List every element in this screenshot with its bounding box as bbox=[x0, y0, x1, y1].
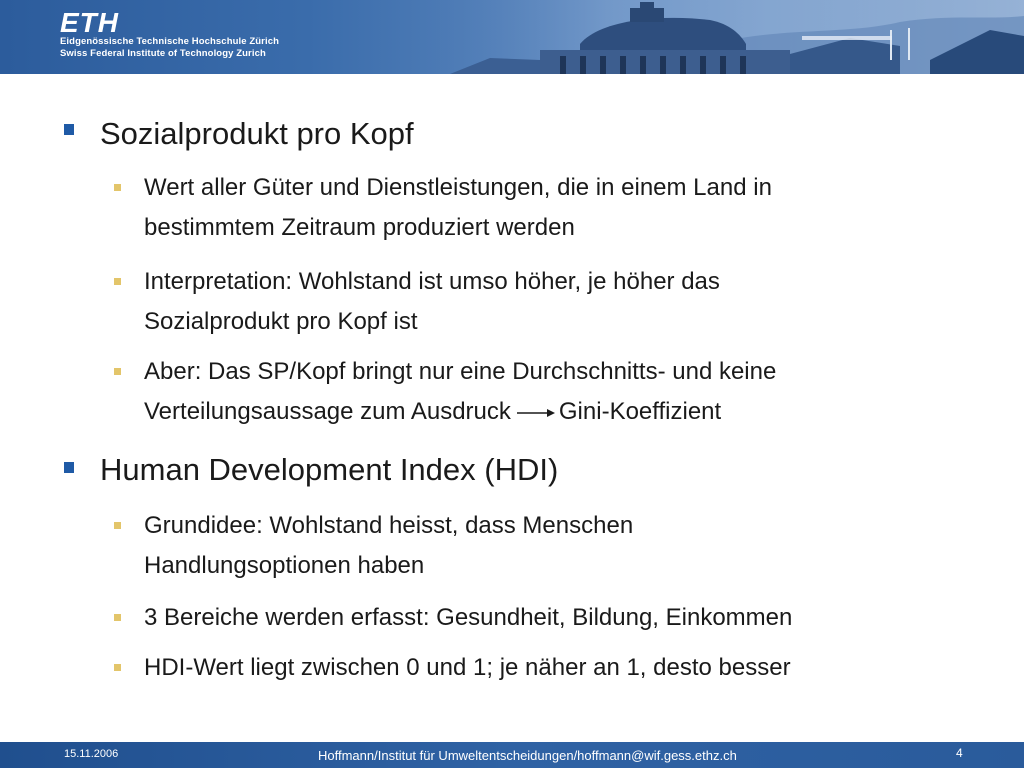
bullet-text-line: Interpretation: Wohlstand ist umso höher, je höher das bbox=[144, 268, 720, 295]
bullet-text-line: 3 Bereiche werden erfasst: Gesundheit, Bildung, Einkommen bbox=[144, 604, 793, 631]
institution-name-de: Eidgenössische Technische Hochschule Zürich bbox=[60, 36, 279, 47]
bullet-text-line: HDI-Wert liegt zwischen 0 und 1; je näher an 1, desto besser bbox=[144, 654, 791, 681]
slide-page-number: 4 bbox=[956, 746, 963, 760]
bullet-text-segment: Gini-Koeffizient bbox=[558, 398, 722, 425]
bullet-item-grundidee bbox=[144, 506, 944, 586]
bullet-text-line: Handlungsoptionen haben bbox=[144, 552, 425, 579]
bullet-text-line: bestimmtem Zeitraum produziert werden bbox=[144, 214, 575, 241]
square-bullet-icon bbox=[64, 462, 74, 473]
bullet-item-wert bbox=[144, 168, 944, 248]
square-bullet-icon bbox=[64, 124, 74, 135]
bullet-heading-hdi: Human Development Index (HDI) bbox=[100, 452, 559, 487]
bullet-heading-sozialprodukt: Sozialprodukt pro Kopf bbox=[100, 116, 414, 151]
bullet-text-line: Wert aller Güter und Dienstleistungen, die in einem Land in bbox=[144, 174, 772, 201]
bullet-item-aber bbox=[144, 352, 944, 432]
eth-logo-text: ETH bbox=[60, 7, 119, 38]
institution-name-en: Swiss Federal Institute of Technology Zurich bbox=[60, 48, 266, 59]
bullet-item-hdi-wert bbox=[144, 648, 944, 688]
footer-author-email: Hoffmann/Institut für Umweltentscheidungen/hoffmann@wif.gess.ethz.ch bbox=[318, 748, 737, 763]
bullet-item-bereiche bbox=[144, 598, 944, 638]
square-bullet-icon bbox=[114, 368, 121, 375]
bullet-text-line-with-arrow bbox=[144, 392, 944, 432]
bullet-text-line: Sozialprodukt pro Kopf ist bbox=[144, 308, 418, 335]
square-bullet-icon bbox=[114, 664, 121, 671]
square-bullet-icon bbox=[114, 278, 121, 285]
square-bullet-icon bbox=[114, 184, 121, 191]
arrow-right-icon bbox=[517, 407, 555, 419]
square-bullet-icon bbox=[114, 522, 121, 529]
square-bullet-icon bbox=[114, 614, 121, 621]
footer-date: 15.11.2006 bbox=[64, 748, 119, 760]
bullet-text-segment: Verteilungsaussage zum Ausdruck bbox=[144, 398, 511, 425]
bullet-item-interpretation bbox=[144, 262, 944, 342]
bullet-text-line: Grundidee: Wohlstand heisst, dass Menschen bbox=[144, 512, 634, 539]
bullet-text-line: Aber: Das SP/Kopf bringt nur eine Durchschnitts- und keine bbox=[144, 358, 777, 385]
footer-bar bbox=[0, 742, 1024, 768]
